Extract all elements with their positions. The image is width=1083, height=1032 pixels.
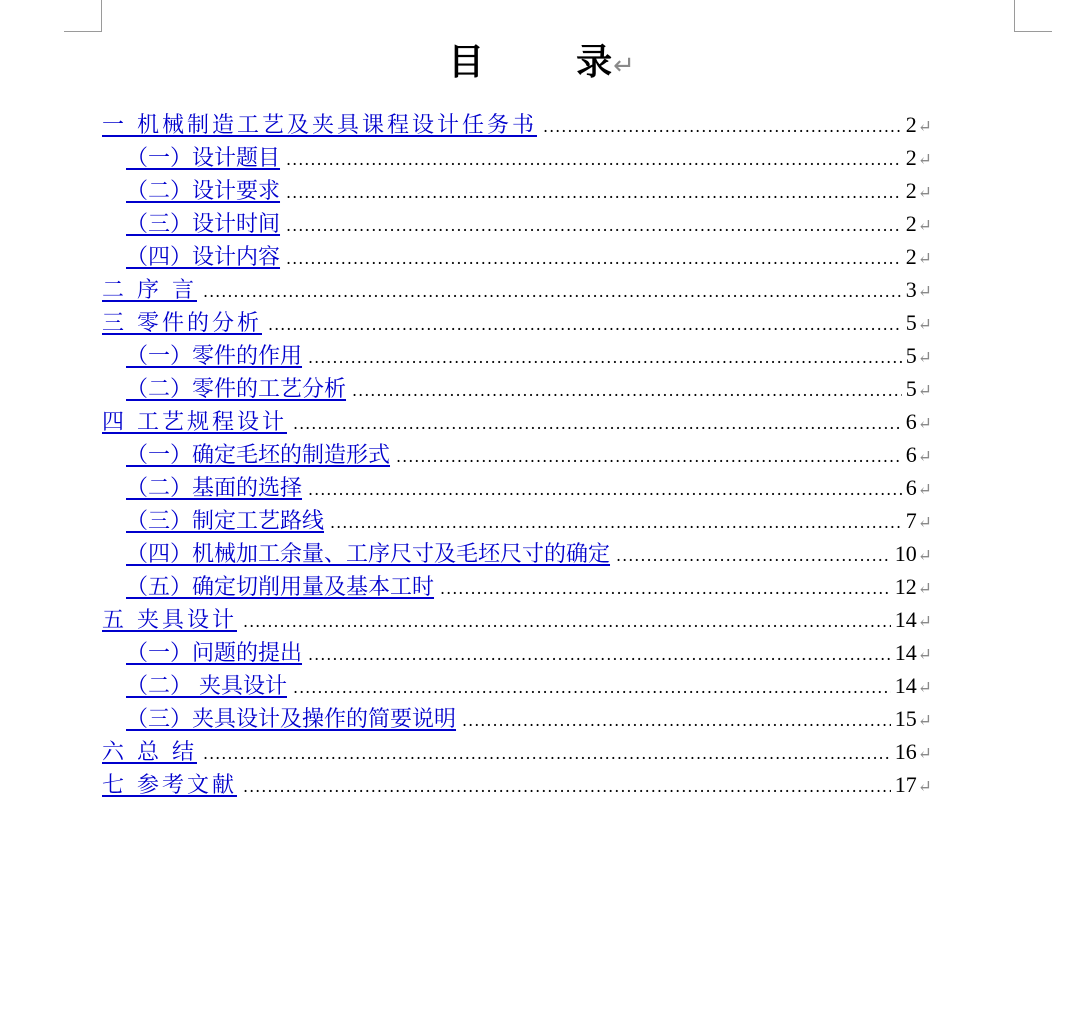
toc-entry[interactable] xyxy=(102,768,932,801)
toc-page-number: 16 xyxy=(894,739,917,764)
dot-leader xyxy=(203,275,902,308)
toc-entry-link[interactable]: （一）确定毛坯的制造形式 xyxy=(126,443,391,468)
dot-leader xyxy=(286,143,902,176)
toc-entry[interactable] xyxy=(102,240,932,273)
dot-leader xyxy=(352,374,902,407)
dot-leader xyxy=(616,539,891,572)
toc-entry-link[interactable]: 一 机械制造工艺及夹具课程设计任务书 xyxy=(102,113,537,138)
paragraph-mark-icon: ↵ xyxy=(917,315,932,335)
toc-entry[interactable] xyxy=(102,570,932,603)
toc-entry-link[interactable]: 四 工艺规程设计 xyxy=(102,410,287,435)
toc-entry[interactable] xyxy=(102,207,932,240)
dot-leader xyxy=(308,638,891,671)
toc-page-number: 6 xyxy=(905,442,917,467)
paragraph-mark-icon: ↵ xyxy=(917,150,932,170)
toc-entry-link[interactable]: 六 总 结 xyxy=(102,740,197,765)
toc-page-number: 2 xyxy=(905,145,917,170)
toc-entry-link[interactable]: （一）零件的作用 xyxy=(126,344,303,369)
toc-entry-link[interactable]: （二）设计要求 xyxy=(126,179,281,204)
toc-entry[interactable] xyxy=(102,603,932,636)
toc-entry[interactable] xyxy=(102,735,932,768)
toc-page-number: 10 xyxy=(894,541,917,566)
toc-entry[interactable] xyxy=(102,141,932,174)
toc-entry-link[interactable]: 三 零件的分析 xyxy=(102,311,262,336)
toc-entry[interactable] xyxy=(102,339,932,372)
dot-leader xyxy=(308,341,902,374)
toc-entry[interactable] xyxy=(102,108,932,141)
paragraph-mark-icon: ↵ xyxy=(917,711,932,731)
toc-page-number: 5 xyxy=(905,343,917,368)
toc-entry-link[interactable]: （二）基面的选择 xyxy=(126,476,303,501)
toc-entry-link[interactable]: （三）设计时间 xyxy=(126,212,281,237)
toc-entry-link[interactable]: （二）零件的工艺分析 xyxy=(126,377,347,402)
page-corner-mark-top-right xyxy=(1014,0,1052,32)
paragraph-mark-icon: ↵ xyxy=(917,777,932,797)
paragraph-mark-icon: ↵ xyxy=(917,579,932,599)
paragraph-mark-icon: ↵ xyxy=(917,546,932,566)
toc-entry-link[interactable]: （二） 夹具设计 xyxy=(126,674,287,699)
paragraph-mark-icon: ↵ xyxy=(917,183,932,203)
toc-page-number: 14 xyxy=(894,640,917,665)
dot-leader xyxy=(243,770,891,803)
toc-page-number: 5 xyxy=(905,310,917,335)
paragraph-mark-icon: ↵ xyxy=(917,513,932,533)
toc-entry[interactable] xyxy=(102,372,932,405)
toc-entry[interactable] xyxy=(102,273,932,306)
dot-leader xyxy=(286,242,902,275)
toc-entry-link[interactable]: （三）制定工艺路线 xyxy=(126,509,325,534)
paragraph-mark-icon: ↵ xyxy=(917,348,932,368)
dot-leader xyxy=(396,440,902,473)
paragraph-mark-icon: ↵ xyxy=(917,117,932,137)
toc-page-number: 15 xyxy=(894,706,917,731)
toc-entry-link[interactable]: （四）设计内容 xyxy=(126,245,281,270)
toc-entry[interactable] xyxy=(102,471,932,504)
paragraph-mark-icon: ↵ xyxy=(917,678,932,698)
dot-leader xyxy=(293,671,891,704)
toc-entry-link[interactable]: （一）设计题目 xyxy=(126,146,281,171)
dot-leader xyxy=(293,407,902,440)
toc-entry[interactable] xyxy=(102,537,932,570)
paragraph-mark-icon: ↵ xyxy=(917,447,932,467)
toc-page-number: 5 xyxy=(905,376,917,401)
toc-entry-link[interactable]: 五 夹具设计 xyxy=(102,608,237,633)
paragraph-mark-icon: ↵ xyxy=(917,249,932,269)
toc-title-part2: 录 xyxy=(576,42,613,83)
toc-page-number: 2 xyxy=(905,178,917,203)
toc-entry-link[interactable]: （五）确定切削用量及基本工时 xyxy=(126,575,435,600)
toc-entry[interactable] xyxy=(102,438,932,471)
toc-page-number: 14 xyxy=(894,673,917,698)
toc-page-number: 3 xyxy=(905,277,917,302)
paragraph-mark-icon: ↵ xyxy=(917,381,932,401)
dot-leader xyxy=(543,110,902,143)
toc-entry-link[interactable]: 二 序 言 xyxy=(102,278,197,303)
paragraph-mark-icon: ↵ xyxy=(917,744,932,764)
page-corner-mark-top-left xyxy=(64,0,102,32)
toc-entry-link[interactable]: （四）机械加工余量、工序尺寸及毛坯尺寸的确定 xyxy=(126,542,611,567)
toc-entry[interactable] xyxy=(102,504,932,537)
toc-page-number: 6 xyxy=(905,475,917,500)
paragraph-mark-icon: ↵ xyxy=(917,216,932,236)
toc-page-number: 17 xyxy=(894,772,917,797)
toc-entry-link[interactable]: （三）夹具设计及操作的简要说明 xyxy=(126,707,457,732)
dot-leader xyxy=(268,308,902,341)
toc-page-number: 2 xyxy=(905,211,917,236)
table-of-contents xyxy=(102,108,932,801)
toc-page-number: 2 xyxy=(905,244,917,269)
toc-entry[interactable] xyxy=(102,174,932,207)
toc-title-part1: 目 xyxy=(448,42,485,83)
paragraph-mark-icon: ↵ xyxy=(917,612,932,632)
paragraph-mark-icon: ↵ xyxy=(917,414,932,434)
toc-entry[interactable] xyxy=(102,702,932,735)
toc-page-number: 6 xyxy=(905,409,917,434)
paragraph-mark-icon: ↵ xyxy=(613,51,635,81)
toc-title xyxy=(0,34,1083,85)
toc-entry-link[interactable]: 七 参考文献 xyxy=(102,773,237,798)
dot-leader xyxy=(462,704,891,737)
toc-entry-link[interactable]: （一）问题的提出 xyxy=(126,641,303,666)
toc-entry[interactable] xyxy=(102,306,932,339)
paragraph-mark-icon: ↵ xyxy=(917,480,932,500)
toc-page-number: 12 xyxy=(894,574,917,599)
toc-page-number: 7 xyxy=(905,508,917,533)
dot-leader xyxy=(286,209,902,242)
dot-leader xyxy=(203,737,891,770)
dot-leader xyxy=(440,572,891,605)
toc-page-number: 2 xyxy=(905,112,917,137)
dot-leader xyxy=(286,176,902,209)
dot-leader xyxy=(243,605,891,638)
toc-entry[interactable] xyxy=(102,405,932,438)
dot-leader xyxy=(330,506,902,539)
toc-entry[interactable] xyxy=(102,669,932,702)
paragraph-mark-icon: ↵ xyxy=(917,282,932,302)
paragraph-mark-icon: ↵ xyxy=(917,645,932,665)
dot-leader xyxy=(308,473,902,506)
toc-page-number: 14 xyxy=(894,607,917,632)
toc-entry[interactable] xyxy=(102,636,932,669)
